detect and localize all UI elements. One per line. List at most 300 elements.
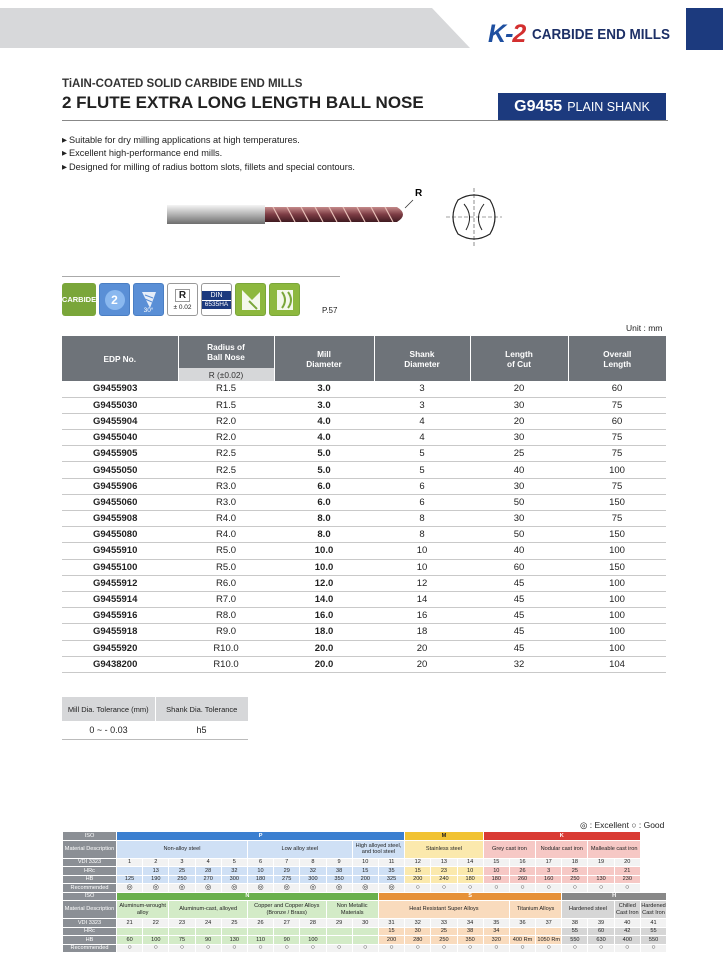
- feature-item: ▶ Designed for milling of radius bottom slots, fillets and special contours.: [62, 161, 355, 174]
- mat-rec-cell: ○: [536, 884, 562, 893]
- cell-shank-dia: 5: [374, 446, 470, 462]
- mat-rec-cell: ○: [326, 944, 352, 953]
- mat-rec-cell: ○: [457, 944, 483, 953]
- mat-vdi-cell: 5: [221, 858, 247, 867]
- mat-rec-cell: ○: [274, 944, 300, 953]
- helix-angle: 30°: [143, 307, 154, 314]
- cell-radius: R2.0: [178, 430, 274, 446]
- mat-hrc-cell: 38: [457, 927, 483, 936]
- cell-shank-dia: 6: [374, 478, 470, 494]
- mat-vdi-cell: 6: [247, 858, 273, 867]
- mat-hb-cell: 190: [143, 875, 169, 884]
- mat-rec-cell: ○: [588, 884, 614, 893]
- cell-radius: R8.0: [178, 608, 274, 624]
- flute-count-icon: [99, 283, 130, 316]
- cell-mill-dia: 10.0: [274, 559, 374, 575]
- mat-hb-cell: 130: [221, 936, 247, 945]
- group-k: K: [483, 832, 640, 841]
- cell-length-of-cut: 45: [470, 591, 568, 607]
- mat-rec-cell: ○: [509, 884, 535, 893]
- tol-mill-value: 0 ~ - 0.03: [62, 721, 155, 739]
- mat-hrc-cell: [117, 927, 143, 936]
- mat-rec-cell: ○: [247, 944, 273, 953]
- mat-rec-cell: ○: [457, 884, 483, 893]
- group-h: H: [562, 892, 667, 901]
- cell-shank-dia: 10: [374, 559, 470, 575]
- table-row: [62, 381, 666, 397]
- mat-hb-cell: 400 Rm: [509, 936, 535, 945]
- mat-vdi-cell: 37: [536, 919, 562, 928]
- table-row: [62, 430, 666, 446]
- mat-hrc-cell: 15: [378, 927, 404, 936]
- mat-hb-cell: 90: [274, 936, 300, 945]
- brand-logo: [488, 20, 686, 49]
- mat-vdi-cell: 40: [614, 919, 640, 928]
- mat-hb-cell: [326, 936, 352, 945]
- mat-hrc-cell: 35: [378, 867, 404, 876]
- mat-rec-cell: ◎: [352, 884, 378, 893]
- mat-hb-cell: 100: [143, 936, 169, 945]
- mat-rec-cell: ○: [562, 884, 588, 893]
- mat-rec-cell: ◎: [300, 884, 326, 893]
- cell-mill-dia: 14.0: [274, 591, 374, 607]
- group-p: P: [117, 832, 405, 841]
- mat-hb-cell: 100: [300, 936, 326, 945]
- mat-vdi-cell: 35: [483, 919, 509, 928]
- material-table: [62, 831, 667, 953]
- mat-hb-cell: 180: [483, 875, 509, 884]
- cell-shank-dia: 4: [374, 413, 470, 429]
- cell-mill-dia: 5.0: [274, 462, 374, 478]
- cell-overall-length: 75: [568, 478, 666, 494]
- cell-edp: G9455050: [62, 462, 178, 478]
- cell-overall-length: 75: [568, 511, 666, 527]
- mat-vdi-cell: 17: [536, 858, 562, 867]
- mat-desc: Heat Resistant Super Alloys: [378, 901, 509, 919]
- mat-vdi-cell: 26: [247, 919, 273, 928]
- radius-label: R: [415, 188, 423, 199]
- filler-cell: [640, 875, 666, 884]
- mat-desc: Low alloy steel: [247, 840, 352, 858]
- mat-hb-cell: 180: [457, 875, 483, 884]
- col-mill-dia: Mill Diameter: [274, 336, 374, 381]
- mat-rec-cell: ◎: [117, 884, 143, 893]
- mat-hrc-cell: 15: [352, 867, 378, 876]
- title-divider: [62, 120, 668, 121]
- mat-hrc-cell: 34: [483, 927, 509, 936]
- mat-rec-cell: ○: [195, 944, 221, 953]
- table-row: [62, 543, 666, 559]
- mat-hrc-cell: 23: [431, 867, 457, 876]
- cell-length-of-cut: 32: [470, 656, 568, 672]
- mat-vdi-cell: 15: [483, 858, 509, 867]
- cell-mill-dia: 18.0: [274, 624, 374, 640]
- mat-vdi-cell: 28: [300, 919, 326, 928]
- cell-edp: G9455918: [62, 624, 178, 640]
- mat-desc: Hardened Cast Iron: [640, 901, 666, 919]
- page-reference[interactable]: P.57: [322, 306, 338, 315]
- mat-hb-cell: 125: [117, 875, 143, 884]
- mat-vdi-cell: 33: [431, 919, 457, 928]
- mat-hb-cell: 280: [405, 936, 431, 945]
- radius-symbol: R: [175, 289, 190, 302]
- mat-hb-cell: 180: [247, 875, 273, 884]
- mat-hrc-cell: [117, 867, 143, 876]
- tol-mill-header: Mill Dia. Tolerance (mm): [62, 697, 155, 721]
- hrc-label: HRc: [63, 867, 117, 876]
- cell-length-of-cut: 40: [470, 543, 568, 559]
- mat-vdi-cell: 9: [326, 858, 352, 867]
- mat-rec-cell: ◎: [143, 884, 169, 893]
- group-n: N: [117, 892, 379, 901]
- flute-count: 2: [111, 292, 118, 307]
- cell-length-of-cut: 45: [470, 624, 568, 640]
- mat-hb-cell: 110: [247, 936, 273, 945]
- cell-radius: R4.0: [178, 527, 274, 543]
- cell-shank-dia: 18: [374, 624, 470, 640]
- carbide-icon: CARBIDE: [62, 283, 96, 316]
- mat-vdi-cell: 25: [221, 919, 247, 928]
- mat-hrc-cell: 13: [143, 867, 169, 876]
- mat-hb-cell: 75: [169, 936, 195, 945]
- cell-mill-dia: 8.0: [274, 511, 374, 527]
- mat-hb-cell: 130: [588, 875, 614, 884]
- mat-hrc-cell: [352, 927, 378, 936]
- mat-desc: Copper and Copper Alloys (Bronze / Brass): [247, 901, 326, 919]
- cell-radius: R3.0: [178, 494, 274, 510]
- cell-length-of-cut: 45: [470, 608, 568, 624]
- cell-length-of-cut: 30: [470, 511, 568, 527]
- mat-desc: High alloyed steel, and tool steel: [352, 840, 404, 858]
- mat-vdi-cell: 21: [117, 919, 143, 928]
- cell-mill-dia: 6.0: [274, 494, 374, 510]
- cell-mill-dia: 16.0: [274, 608, 374, 624]
- mat-rec-cell: ○: [143, 944, 169, 953]
- mat-hb-cell: 260: [509, 875, 535, 884]
- product-code-badge: [498, 93, 666, 120]
- cell-shank-dia: 20: [374, 656, 470, 672]
- rec-label: Recommended: [63, 944, 117, 953]
- cell-edp: G9455100: [62, 559, 178, 575]
- table-row: [62, 478, 666, 494]
- cell-mill-dia: 3.0: [274, 397, 374, 413]
- mat-rec-cell: ○: [431, 944, 457, 953]
- radius-tolerance-icon: [167, 283, 198, 316]
- mat-desc: Hardened steel: [562, 901, 614, 919]
- vdi-label: VDI 3323: [63, 919, 117, 928]
- mat-vdi-cell: 39: [588, 919, 614, 928]
- iso-label: ISO: [63, 832, 117, 841]
- hb-label: HB: [63, 875, 117, 884]
- legend-good: ○ : Good: [631, 820, 665, 830]
- product-title: 2 FLUTE EXTRA LONG LENGTH BALL NOSE: [62, 93, 424, 112]
- hrc-label: HRc: [63, 927, 117, 936]
- cell-length-of-cut: 30: [470, 478, 568, 494]
- product-subtitle: TiAIN-COATED SOLID CARBIDE END MILLS: [62, 78, 303, 90]
- mat-vdi-cell: 2: [143, 858, 169, 867]
- mat-rec-cell: ○: [614, 884, 640, 893]
- spec-icons: [62, 283, 300, 316]
- mat-rec-cell: ○: [640, 944, 666, 953]
- mat-hrc-cell: 55: [640, 927, 666, 936]
- mat-desc: Titanium Alloys: [509, 901, 561, 919]
- cell-radius: R10.0: [178, 640, 274, 656]
- mat-vdi-cell: 4: [195, 858, 221, 867]
- cell-radius: R3.0: [178, 478, 274, 494]
- mat-rec-cell: ◎: [274, 884, 300, 893]
- mat-vdi-cell: 12: [405, 858, 431, 867]
- mat-hrc-cell: [300, 927, 326, 936]
- mat-rec-cell: ◎: [221, 884, 247, 893]
- mat-vdi-cell: 19: [588, 858, 614, 867]
- cell-shank-dia: 4: [374, 430, 470, 446]
- cell-edp: G9455030: [62, 397, 178, 413]
- product-code: G9455: [514, 97, 563, 115]
- mat-hb-cell: 250: [431, 936, 457, 945]
- cell-shank-dia: 8: [374, 527, 470, 543]
- mat-rec-cell: ○: [483, 944, 509, 953]
- mat-rec-cell: ○: [405, 884, 431, 893]
- cell-shank-dia: 12: [374, 575, 470, 591]
- cross-section-drawing: [444, 186, 504, 248]
- mat-hb-cell: 400: [614, 936, 640, 945]
- legend: [580, 820, 664, 831]
- mat-vdi-cell: 31: [378, 919, 404, 928]
- feature-list: [62, 134, 355, 174]
- cell-overall-length: 75: [568, 397, 666, 413]
- cell-mill-dia: 12.0: [274, 575, 374, 591]
- cell-edp: G9438200: [62, 656, 178, 672]
- mat-hrc-cell: 32: [300, 867, 326, 876]
- table-row: [62, 624, 666, 640]
- mat-hrc-cell: [195, 927, 221, 936]
- col-overall-length: Overall Length: [568, 336, 666, 381]
- mat-vdi-cell: 41: [640, 919, 666, 928]
- mat-hb-cell: 325: [378, 875, 404, 884]
- tolerance-table: [62, 697, 248, 740]
- mat-vdi-cell: 7: [274, 858, 300, 867]
- cell-overall-length: 60: [568, 381, 666, 397]
- mat-desc: Aluminum-cast, alloyed: [169, 901, 248, 919]
- mat-hrc-cell: 21: [614, 867, 640, 876]
- cell-edp: G9455903: [62, 381, 178, 397]
- table-row: [62, 591, 666, 607]
- mat-rec-cell: ◎: [326, 884, 352, 893]
- cell-edp: G9455040: [62, 430, 178, 446]
- cell-length-of-cut: 50: [470, 494, 568, 510]
- mat-vdi-cell: 27: [274, 919, 300, 928]
- mat-rec-cell: ◎: [169, 884, 195, 893]
- cell-mill-dia: 10.0: [274, 543, 374, 559]
- cell-overall-length: 75: [568, 430, 666, 446]
- mat-rec-cell: ◎: [195, 884, 221, 893]
- mat-hrc-cell: 10: [483, 867, 509, 876]
- cell-edp: G9455904: [62, 413, 178, 429]
- product-table: [62, 336, 666, 673]
- mat-hrc-cell: [143, 927, 169, 936]
- mat-rec-cell: ○: [405, 944, 431, 953]
- mat-desc: Grey cast iron: [483, 840, 535, 858]
- cell-edp: G9455908: [62, 511, 178, 527]
- mat-hb-cell: 350: [457, 936, 483, 945]
- cell-radius: R4.0: [178, 511, 274, 527]
- cell-overall-length: 100: [568, 640, 666, 656]
- mat-desc: Malleable cast iron: [588, 840, 640, 858]
- mat-hb-cell: 230: [614, 875, 640, 884]
- mat-hrc-cell: 29: [274, 867, 300, 876]
- mat-hrc-cell: 15: [405, 867, 431, 876]
- mat-rec-cell: ○: [483, 884, 509, 893]
- mat-desc: Stainless steel: [405, 840, 484, 858]
- legend-excellent: ◎ : Excellent: [580, 820, 629, 830]
- mat-hb-cell: 90: [195, 936, 221, 945]
- filler-cell: [640, 867, 666, 876]
- mat-desc: Non-alloy steel: [117, 840, 248, 858]
- cell-radius: R7.0: [178, 591, 274, 607]
- mat-vdi-cell: 14: [457, 858, 483, 867]
- tol-shank-header: Shank Dia. Tolerance: [155, 697, 248, 721]
- cell-shank-dia: 8: [374, 511, 470, 527]
- header-band: [0, 8, 470, 48]
- cell-radius: R6.0: [178, 575, 274, 591]
- cell-length-of-cut: 25: [470, 446, 568, 462]
- mat-hb-cell: 200: [352, 875, 378, 884]
- table-row: [62, 575, 666, 591]
- cell-edp: G9455914: [62, 591, 178, 607]
- table-row: [62, 413, 666, 429]
- cell-edp: G9455910: [62, 543, 178, 559]
- cell-overall-length: 75: [568, 446, 666, 462]
- table-row: [62, 608, 666, 624]
- mat-vdi-cell: 16: [509, 858, 535, 867]
- icon-divider: [62, 276, 340, 277]
- col-shank-dia: Shank Diameter: [374, 336, 470, 381]
- mat-hb-cell: 1050 Rm: [537, 936, 561, 943]
- brand-text: CARBIDE END MILLS: [532, 26, 671, 43]
- cell-edp: G9455912: [62, 575, 178, 591]
- mat-vdi-cell: 1: [117, 858, 143, 867]
- mat-hrc-cell: 3: [536, 867, 562, 876]
- table-row: [62, 559, 666, 575]
- cell-radius: R1.5: [178, 381, 274, 397]
- mat-rec-cell: ◎: [247, 884, 273, 893]
- mat-hb-cell: 550: [640, 936, 666, 945]
- mat-hb-cell: 200: [405, 875, 431, 884]
- table-row: [62, 511, 666, 527]
- cell-shank-dia: 6: [374, 494, 470, 510]
- feature-item: ▶ Excellent high-performance end mills.: [62, 147, 355, 160]
- mat-rec-cell: ○: [431, 884, 457, 893]
- mat-rec-cell: ○: [562, 944, 588, 953]
- mat-desc: Aluminum-wrought alloy: [117, 901, 169, 919]
- cell-shank-dia: 10: [374, 543, 470, 559]
- cell-radius: R10.0: [178, 656, 274, 672]
- din-standard-icon: [201, 283, 232, 316]
- cell-overall-length: 100: [568, 608, 666, 624]
- mat-hb-cell: 350: [326, 875, 352, 884]
- col-length-of-cut: Length of Cut: [470, 336, 568, 381]
- cell-mill-dia: 5.0: [274, 446, 374, 462]
- mat-hrc-cell: 25: [431, 927, 457, 936]
- mat-hrc-cell: 25: [169, 867, 195, 876]
- cell-mill-dia: 8.0: [274, 527, 374, 543]
- cell-shank-dia: 3: [374, 381, 470, 397]
- cell-edp: G9455905: [62, 446, 178, 462]
- cell-edp: G9455080: [62, 527, 178, 543]
- mat-vdi-cell: 38: [562, 919, 588, 928]
- cell-overall-length: 104: [568, 656, 666, 672]
- mat-vdi-cell: 18: [562, 858, 588, 867]
- cell-overall-length: 150: [568, 494, 666, 510]
- mat-rec-cell: ○: [169, 944, 195, 953]
- shank-type: PLAIN SHANK: [567, 99, 650, 114]
- mat-rec-cell: ○: [536, 944, 562, 953]
- mat-hrc-cell: 10: [457, 867, 483, 876]
- group-m: M: [405, 832, 484, 841]
- table-row: [62, 527, 666, 543]
- table-row: [62, 494, 666, 510]
- cell-shank-dia: 20: [374, 640, 470, 656]
- filler-cell: [640, 858, 666, 867]
- mat-hb-cell: 240: [431, 875, 457, 884]
- mat-hrc-cell: [588, 867, 614, 876]
- k2-logo: K-2: [488, 20, 526, 48]
- col-edp: EDP No.: [62, 336, 178, 381]
- cell-overall-length: 100: [568, 543, 666, 559]
- mat-hb-cell: 250: [169, 875, 195, 884]
- mat-hrc-cell: 55: [562, 927, 588, 936]
- cell-mill-dia: 6.0: [274, 478, 374, 494]
- mat-hrc-cell: [536, 927, 562, 936]
- mat-hb-cell: 270: [195, 875, 221, 884]
- mat-hb-cell: 60: [117, 936, 143, 945]
- mat-hb-cell: [352, 936, 378, 945]
- cell-length-of-cut: 50: [470, 527, 568, 543]
- cell-shank-dia: 5: [374, 462, 470, 478]
- cell-radius: R5.0: [178, 559, 274, 575]
- cell-edp: G9455916: [62, 608, 178, 624]
- mat-vdi-cell: 32: [405, 919, 431, 928]
- mat-vdi-cell: 24: [195, 919, 221, 928]
- desc-label: Material Description: [63, 840, 117, 858]
- cell-shank-dia: 16: [374, 608, 470, 624]
- mat-vdi-cell: 11: [378, 858, 404, 867]
- mat-hb-cell: 300: [300, 875, 326, 884]
- mat-rec-cell: ○: [509, 944, 535, 953]
- mat-rec-cell: ○: [352, 944, 378, 953]
- cell-length-of-cut: 30: [470, 430, 568, 446]
- cell-radius: R2.0: [178, 413, 274, 429]
- table-row: [62, 656, 666, 672]
- mat-hrc-cell: [274, 927, 300, 936]
- cell-mill-dia: 20.0: [274, 640, 374, 656]
- mat-hrc-cell: 30: [405, 927, 431, 936]
- cell-edp: G9455906: [62, 478, 178, 494]
- mat-hrc-cell: [326, 927, 352, 936]
- mat-rec-cell: ○: [117, 944, 143, 953]
- desc-label: Material Description: [63, 901, 117, 919]
- table-row: [62, 446, 666, 462]
- mat-hrc-cell: 32: [221, 867, 247, 876]
- cell-edp: G9455920: [62, 640, 178, 656]
- cell-overall-length: 150: [568, 527, 666, 543]
- cell-mill-dia: 3.0: [274, 381, 374, 397]
- mat-rec-cell: ○: [614, 944, 640, 953]
- cell-radius: R9.0: [178, 624, 274, 640]
- mat-rec-cell: ○: [221, 944, 247, 953]
- mat-hrc-cell: 26: [509, 867, 535, 876]
- mat-vdi-cell: 29: [326, 919, 352, 928]
